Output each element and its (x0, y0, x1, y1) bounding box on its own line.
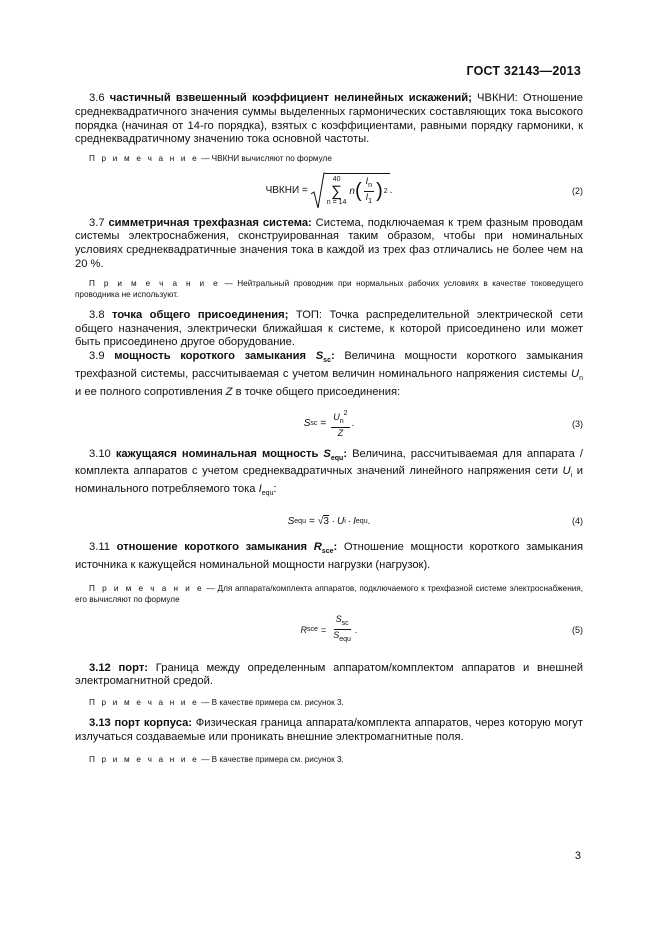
fraction: $\frac{U_n^2}{Z}$ (333, 410, 348, 439)
term: мощность короткого замыкания $S_{sc}$: (114, 350, 335, 365)
clause-3-8: 3.8 точка общего присоединения; ТОП: Точка распределительной электрической сети общего назначения, электрически ближайшая к системе, к которой присоединено или может быть присоединено другое оборудование. (75, 308, 583, 349)
note: П р и м е ч а н и е — В качестве примера см. рисунок 3. (89, 755, 344, 765)
document-body (75, 92, 583, 766)
term: симметричная трехфазная система: (108, 216, 312, 229)
term: кажущаяся номинальная мощность $S_{equ}$: (115, 447, 348, 462)
note: П р и м е ч а н и е — ЧВКНИ вычисляют по формуле (89, 154, 332, 164)
clause-3-6: 3.6 частичный взвешенный коэффициент нелинейных искажений; ЧВКНИ: Отношение среднеквадратичного значения суммы выделенных гармонических составляющих тока высокого порядка (начиная от 14-го порядка), взятых с коэффициентами, равными порядку гармоники, к среднеквадратичному значению тока основной частоты. (75, 92, 583, 146)
note: П р и м е ч а н и е — В качестве примера см. рисунок 3. (89, 698, 344, 708)
note: П р и м е ч а н и е — Нейтральный проводник при нормальных рабочих условиях в качестве токоведущего проводника не используют. (75, 278, 583, 300)
term: частичный взвешенный коэффициент нелинейных искажений; (109, 92, 472, 104)
formula-5: R sce = $\frac{S_{sc}}{S_{equ}}$ . (5) (300, 614, 583, 644)
clause-3-10: 3.10 кажущаяся номинальная мощность $S_{equ}$: Величина, рассчитываемая для аппарата / комплекта аппаратов с учетом среднеквадратичных значений линейного напряжения сети $U_i$ и номинального потребляемого тока $I_{equ}$: (75, 447, 584, 498)
term: порт: (118, 661, 149, 674)
fraction: $\frac{S_{sc}}{S_{equ}}$ (333, 614, 351, 644)
clause-3-13: 3.13 порт корпуса: Физическая граница аппарата/комплекта аппаратов, через которую могут излучаться создаваемые или проникать внешние электромагнитные поля. (75, 716, 584, 743)
term: точка общего присоединения; (112, 308, 289, 321)
clause-3-9: 3.9 мощность короткого замыкания $S_{sc}$: Величина мощности короткого замыкания трехфазной системы, рассчитываемая с учетом величин номинального напряжения системы $U_n$ и ее полного сопротивления Z в точке общего присоединения: (75, 350, 584, 398)
radical-sign (311, 172, 325, 210)
term: порт корпуса: (114, 716, 193, 729)
fraction: $\frac{I_n}{I_1}$ (365, 175, 373, 205)
formula-4: S equ = √3 · U i · I equ . (4) (287, 515, 583, 527)
term: отношение короткого замыкания $R_{sce}$: (116, 541, 338, 556)
page-number: 3 (574, 850, 581, 862)
document-header: ГОСТ 32143—2013 (466, 64, 581, 78)
clause-3-12: 3.12 порт: Граница между определенным аппаратом/комплектом аппаратов и внешней электромагнитной средой. (75, 661, 583, 688)
formula-3: S sc = $\frac{U_n^2}{Z}$ . (3) (303, 410, 583, 439)
formula-2: ЧВКНИ = 40 ∑ n = 14 n ( $\frac{I_n}{I_1}$ ) 2 . (2) (75, 169, 583, 213)
note: П р и м е ч а н и е — Для аппарата/комплекта аппаратов, подключаемого к трехфазной системе электроснабжения, его вычисляют по формуле (75, 583, 583, 605)
clause-3-11: 3.11 отношение короткого замыкания $R_{sce}$: Отношение мощности короткого замыкания источника к кажущейся номинальной мощности нагрузки (нагрузок). (75, 541, 584, 571)
clause-3-7: 3.7 симметричная трехфазная система: Система, подключаемая к трем фазным проводам системы электроснабжения, сконструированная таким образом, чтобы при номинальных условиях среднеквадратичные значения тока в каждой из трех фаз отличались не более чем на 20 %. (75, 216, 584, 271)
